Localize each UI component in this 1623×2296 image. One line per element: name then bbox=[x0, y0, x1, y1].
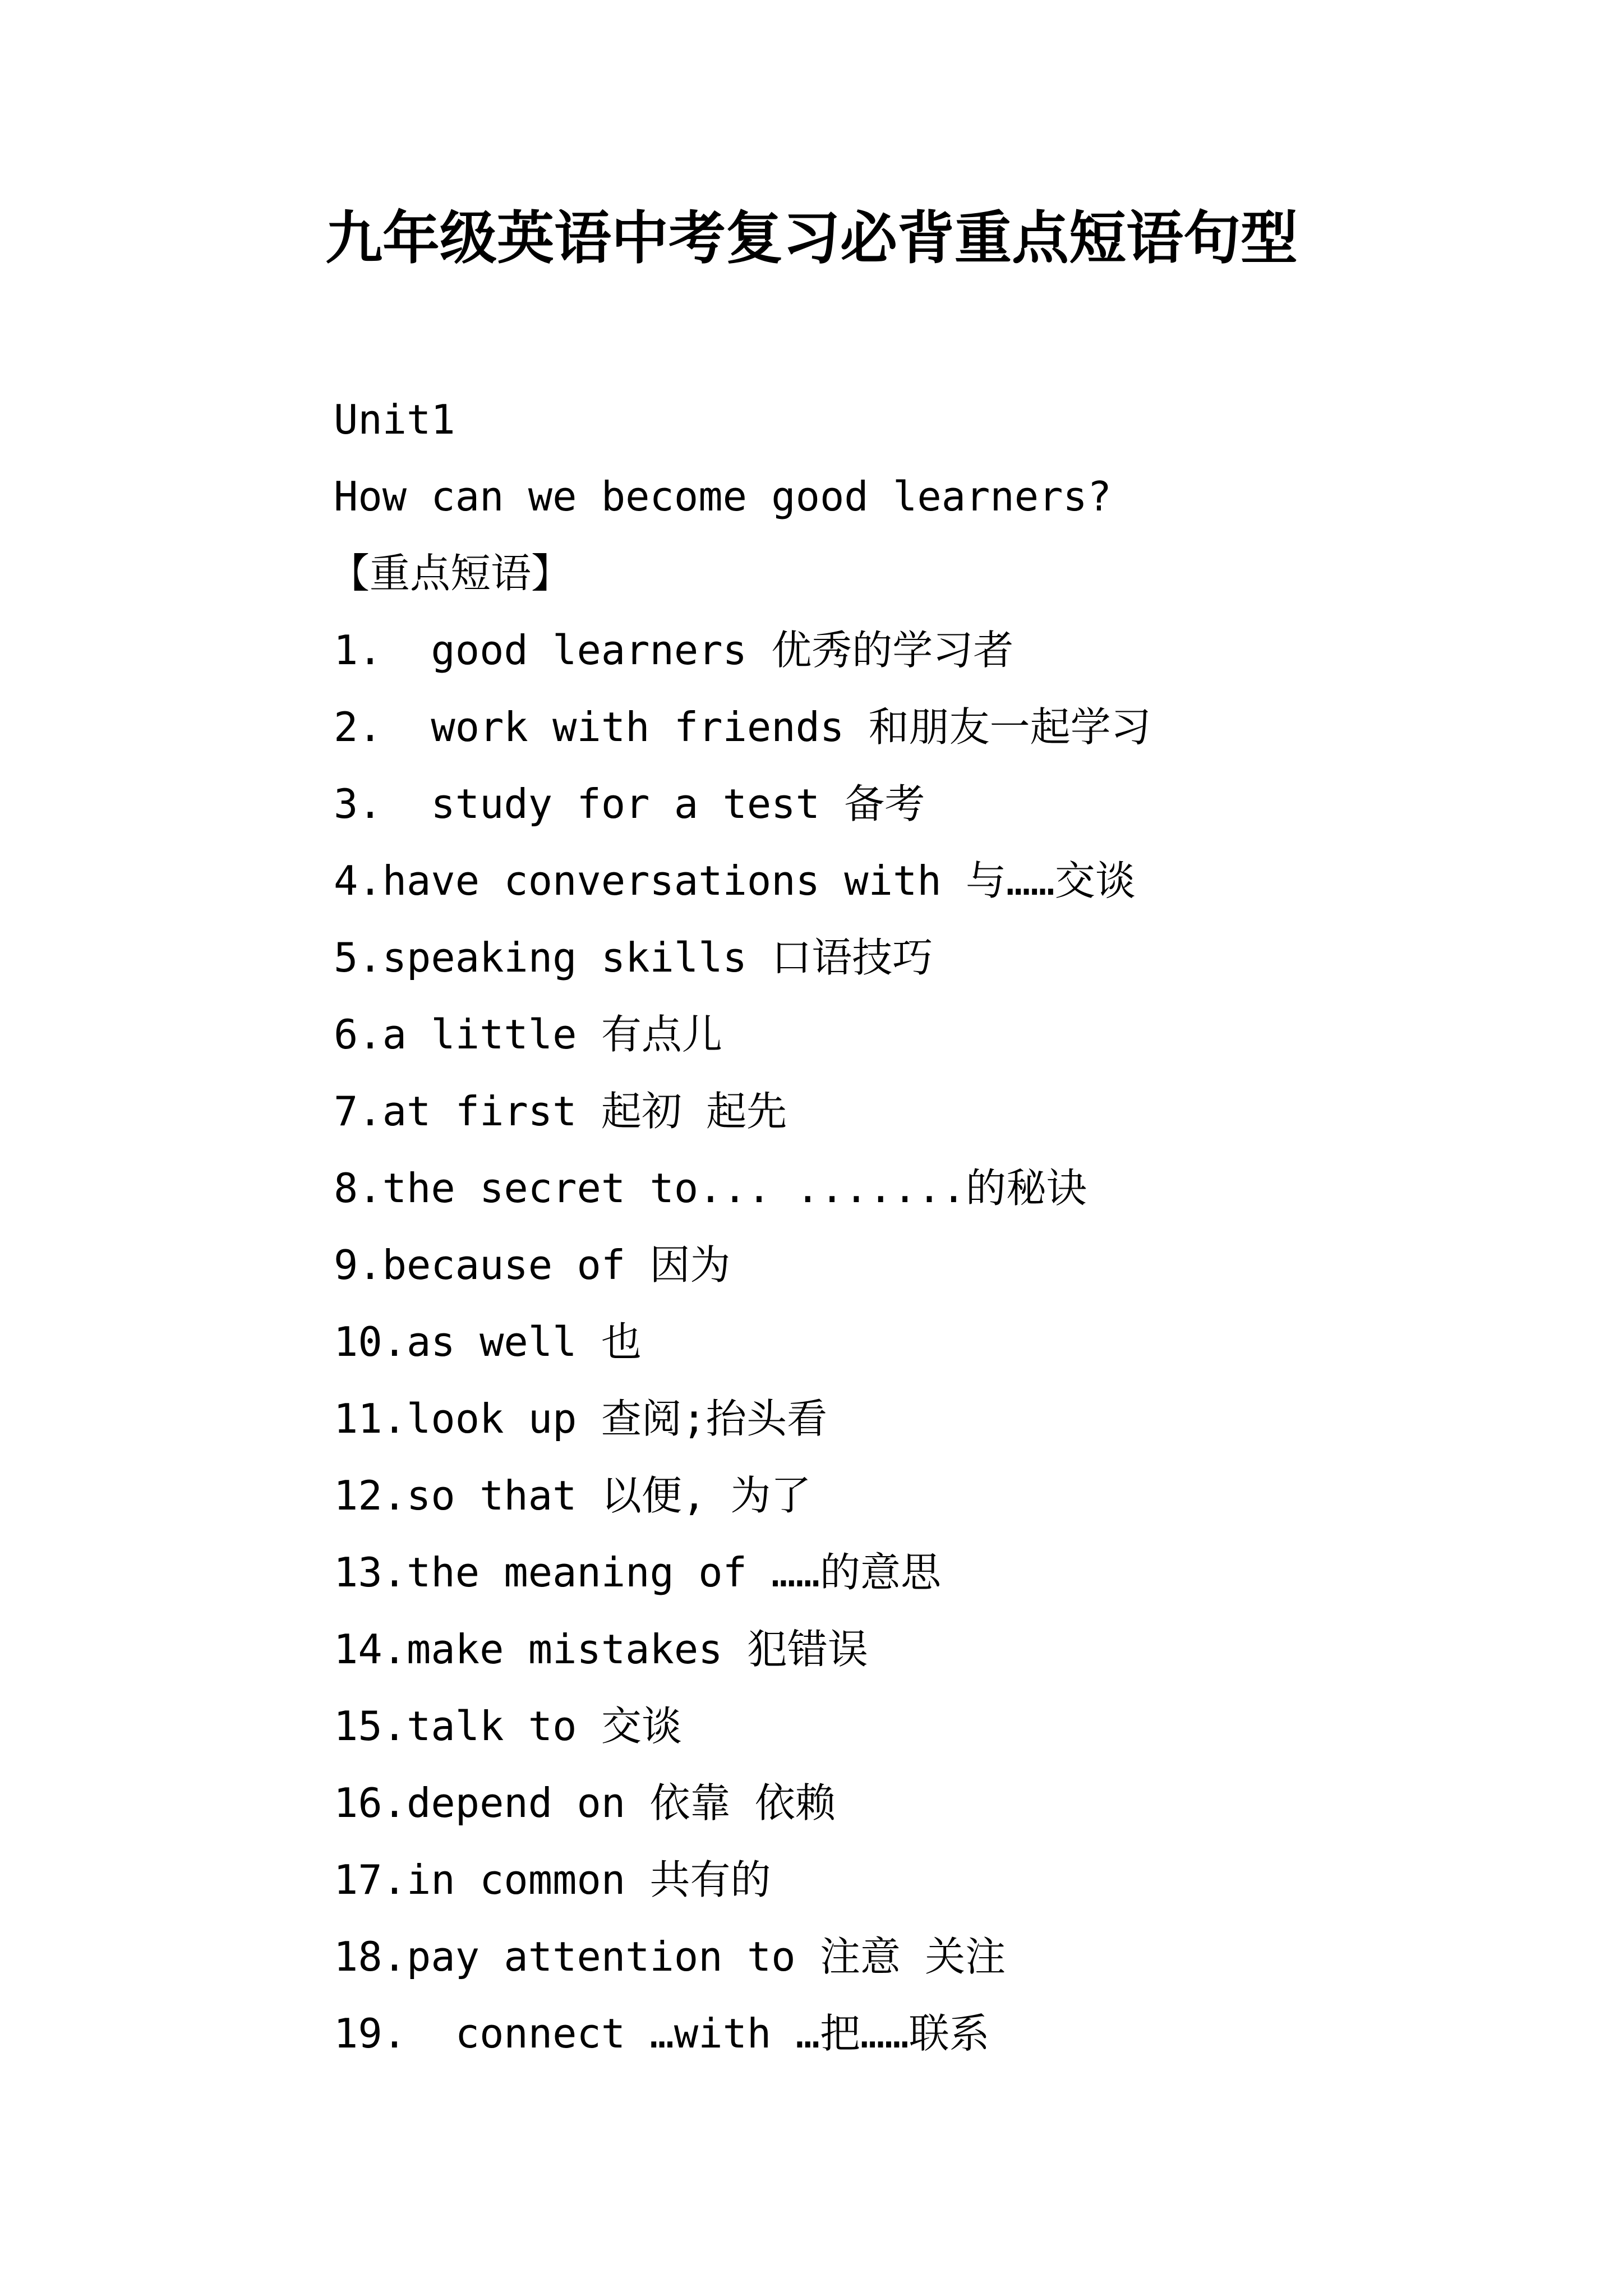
phrase-item: 10.as well 也 bbox=[334, 1318, 642, 1365]
phrase-item: 14.make mistakes 犯错误 bbox=[334, 1626, 868, 1673]
phrase-item: 18.pay attention to 注意 关注 bbox=[334, 1933, 1006, 1980]
phrase-item: 19. connect …with …把……联系 bbox=[334, 2010, 990, 2057]
phrase-item: 7.at first 起初 起先 bbox=[334, 1088, 787, 1135]
phrase-item: 2. work with friends 和朋友一起学习 bbox=[334, 703, 1151, 751]
phrase-item: 1. good learners 优秀的学习者 bbox=[334, 627, 1014, 674]
phrase-item: 5.speaking skills 口语技巧 bbox=[334, 934, 933, 981]
phrase-item: 4.have conversations with 与……交谈 bbox=[334, 857, 1136, 904]
document-body bbox=[329, 381, 1511, 2072]
phrase-item: 6.a little 有点儿 bbox=[334, 1011, 722, 1058]
phrase-list bbox=[334, 612, 1511, 2072]
phrase-item: 15.talk to 交谈 bbox=[334, 1703, 682, 1750]
unit-question: How can we become good learners? bbox=[334, 473, 1112, 520]
phrase-item: 13.the meaning of ……的意思 bbox=[334, 1549, 941, 1596]
document-title: 九年级英语中考复习必背重点短语句型 bbox=[325, 205, 1298, 272]
section-heading-key-phrases: 【重点短语】 bbox=[329, 550, 572, 597]
phrase-item: 17.in common 共有的 bbox=[334, 1856, 771, 1903]
unit-label: Unit1 bbox=[334, 396, 455, 443]
phrase-item: 3. study for a test 备考 bbox=[334, 780, 925, 827]
phrase-item: 12.so that 以便, 为了 bbox=[334, 1472, 811, 1519]
phrase-item: 8.the secret to... .......的秘诀 bbox=[334, 1165, 1087, 1212]
phrase-item: 11.look up 查阅;抬头看 bbox=[334, 1395, 828, 1442]
phrase-item: 16.depend on 依靠 依赖 bbox=[334, 1779, 836, 1826]
phrase-item: 9.because of 因为 bbox=[334, 1241, 731, 1289]
